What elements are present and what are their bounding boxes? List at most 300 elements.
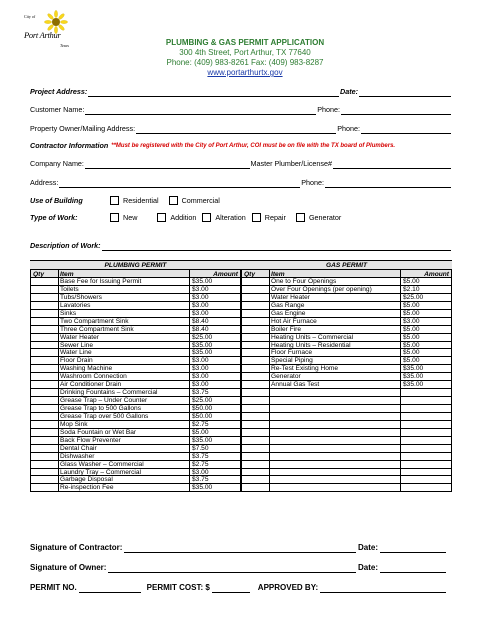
contractor-date-field[interactable] bbox=[380, 545, 446, 553]
plumbing-amount-cell: $3.00 bbox=[189, 469, 241, 476]
gas-item-cell: Re-Test Existing Home bbox=[269, 365, 400, 372]
gas-amount-cell: $5.00 bbox=[400, 349, 452, 356]
description-field[interactable] bbox=[102, 243, 451, 251]
new-option[interactable] bbox=[110, 213, 137, 223]
plumbing-item-cell: Washing Machine bbox=[58, 365, 189, 372]
gas-amount-cell bbox=[400, 421, 452, 428]
approved-by-field[interactable] bbox=[320, 585, 446, 593]
gas-row bbox=[241, 286, 452, 294]
contractor-heading-row bbox=[30, 140, 452, 151]
plumbing-qty-cell[interactable] bbox=[30, 334, 58, 341]
owner-date-label: Date: bbox=[357, 563, 378, 572]
customer-name-label: Customer Name: bbox=[30, 105, 85, 114]
permit-no-field[interactable] bbox=[79, 585, 141, 593]
gas-row bbox=[241, 429, 452, 437]
plumbing-qty-cell[interactable] bbox=[30, 405, 58, 412]
gas-amount-cell: $5.00 bbox=[400, 302, 452, 309]
gas-item-cell: Over Four Openings (per opening) bbox=[269, 286, 400, 293]
plumbing-amount-cell: $35.00 bbox=[189, 342, 241, 349]
addition-option[interactable] bbox=[157, 213, 196, 223]
plumbing-row bbox=[30, 389, 241, 397]
gas-item-cell: Special Piping bbox=[269, 357, 400, 364]
gas-amount-cell: $5.00 bbox=[400, 357, 452, 364]
plumbing-qty-cell[interactable] bbox=[30, 294, 58, 301]
owner-phone-label: Phone: bbox=[337, 124, 360, 133]
gas-amount-cell: $5.00 bbox=[400, 326, 452, 333]
city-phone-fax: Phone: (409) 983-8261 Fax: (409) 983-8287 bbox=[166, 58, 324, 67]
gas-row bbox=[241, 302, 452, 310]
gas-row bbox=[241, 294, 452, 302]
header-text bbox=[120, 38, 370, 78]
gas-item-cell: Floor Furnace bbox=[269, 349, 400, 356]
plumbing-amount-cell: $5.00 bbox=[189, 429, 241, 436]
logo-script: Port Arthur bbox=[24, 30, 61, 40]
plumbing-qty-cell[interactable] bbox=[30, 302, 58, 309]
plumbing-row bbox=[30, 318, 241, 326]
permit-no-label: PERMIT NO. bbox=[30, 583, 77, 592]
plumbing-amount-cell: $3.00 bbox=[189, 357, 241, 364]
gas-qty-cell[interactable] bbox=[241, 413, 269, 420]
gas-row bbox=[241, 405, 452, 413]
plumbing-item-header: Item bbox=[58, 270, 189, 277]
owner-date-field[interactable] bbox=[380, 565, 446, 573]
gas-qty-cell[interactable] bbox=[241, 389, 269, 396]
gas-qty-cell[interactable] bbox=[241, 342, 269, 349]
commercial-label: Commercial bbox=[181, 195, 220, 205]
plumbing-row bbox=[30, 453, 241, 461]
plumbing-permit-table bbox=[30, 269, 241, 492]
gas-row bbox=[241, 326, 452, 334]
gas-row bbox=[241, 310, 452, 318]
plumbing-amount-cell: $7.50 bbox=[189, 445, 241, 452]
gas-row bbox=[241, 357, 452, 365]
residential-option[interactable] bbox=[110, 196, 159, 206]
plumbing-item-cell: Air Conditioner Drain bbox=[58, 381, 189, 388]
plumbing-amount-cell: $35.00 bbox=[189, 278, 241, 285]
plumbing-qty-cell[interactable] bbox=[30, 373, 58, 380]
gas-amount-cell: $5.00 bbox=[400, 334, 452, 341]
city-website-link[interactable]: www.portarthurtx.gov bbox=[207, 68, 283, 77]
plumbing-qty-cell[interactable] bbox=[30, 326, 58, 333]
plumbing-amount-cell: $3.00 bbox=[189, 373, 241, 380]
plumbing-amount-header: Amount bbox=[189, 270, 241, 277]
gas-item-cell: Gas Engine bbox=[269, 310, 400, 317]
plumbing-qty-cell[interactable] bbox=[30, 381, 58, 388]
gas-amount-cell: $2.10 bbox=[400, 286, 452, 293]
plumbing-row bbox=[30, 373, 241, 381]
fee-table-columns bbox=[30, 269, 452, 492]
plumbing-row bbox=[30, 349, 241, 357]
generator-label: Generator bbox=[308, 212, 342, 222]
plumbing-amount-cell: $3.75 bbox=[189, 476, 241, 483]
customer-name-field[interactable] bbox=[85, 107, 316, 115]
gas-qty-cell[interactable] bbox=[241, 302, 269, 309]
gas-item-cell bbox=[269, 437, 400, 444]
plumbing-row bbox=[30, 294, 241, 302]
owner-row bbox=[30, 123, 452, 134]
gas-row bbox=[241, 397, 452, 405]
gas-row bbox=[241, 437, 452, 445]
plumbing-item-cell: Lavatories bbox=[58, 302, 189, 309]
gas-row bbox=[241, 453, 452, 461]
logo-city-of: City of bbox=[24, 14, 36, 19]
plumbing-qty-cell[interactable] bbox=[30, 310, 58, 317]
plumbing-item-cell: Laundry Tray – Commercial bbox=[58, 469, 189, 476]
contractor-note: **Must be registered with the City of Port Arthur, COI must be on file with the TX board of Plumbers. bbox=[111, 143, 396, 149]
plumbing-row bbox=[30, 326, 241, 334]
gas-row bbox=[241, 278, 452, 286]
plumbing-row bbox=[30, 397, 241, 405]
plumbing-amount-cell: $8.40 bbox=[189, 318, 241, 325]
gas-permit-table bbox=[241, 269, 452, 492]
gas-item-cell bbox=[269, 453, 400, 460]
use-of-building-label: Use of Building bbox=[30, 195, 83, 205]
gas-amount-header: Amount bbox=[400, 270, 452, 277]
plumbing-qty-cell[interactable] bbox=[30, 365, 58, 372]
plumbing-row bbox=[30, 302, 241, 310]
gas-row bbox=[241, 469, 452, 477]
plumbing-item-cell: Tubs/Showers bbox=[58, 294, 189, 301]
alteration-label: Alteration bbox=[215, 212, 246, 222]
new-label: New bbox=[123, 212, 138, 222]
gas-qty-cell[interactable] bbox=[241, 445, 269, 452]
plumbing-qty-cell[interactable] bbox=[30, 453, 58, 460]
project-address-label: Project Address: bbox=[30, 87, 88, 96]
plumbing-qty-cell[interactable] bbox=[30, 461, 58, 468]
plumbing-item-cell: Toilets bbox=[58, 286, 189, 293]
gas-amount-cell: $25.00 bbox=[400, 294, 452, 301]
contractor-date-label: Date: bbox=[357, 543, 378, 552]
gas-amount-cell bbox=[400, 397, 452, 404]
project-address-row bbox=[30, 86, 452, 97]
gas-row bbox=[241, 349, 452, 357]
gas-amount-cell: $35.00 bbox=[400, 381, 452, 388]
plumbing-item-cell: Re-inspection Fee bbox=[58, 484, 189, 491]
gas-row bbox=[241, 476, 452, 484]
plumbing-item-cell: Three Compartment Sink bbox=[58, 326, 189, 333]
commercial-checkbox[interactable] bbox=[169, 196, 178, 205]
gas-qty-cell[interactable] bbox=[241, 437, 269, 444]
gas-amount-cell: $5.00 bbox=[400, 310, 452, 317]
plumbing-item-cell: Back Flow Preventer bbox=[58, 437, 189, 444]
page-header bbox=[0, 0, 480, 82]
plumbing-item-cell: Grease Trap – Under Counter bbox=[58, 397, 189, 404]
type-of-work-label: Type of Work: bbox=[30, 212, 78, 222]
plumbing-item-cell: Dental Chair bbox=[58, 445, 189, 452]
plumbing-permit-heading: PLUMBING PERMIT bbox=[104, 262, 167, 269]
plumbing-item-cell: Drinking Fountains – Commercial bbox=[58, 389, 189, 396]
plumbing-row bbox=[30, 484, 241, 492]
plumbing-amount-cell: $2.75 bbox=[189, 461, 241, 468]
addition-label: Addition bbox=[170, 212, 197, 222]
plumbing-qty-header: Qty bbox=[30, 270, 58, 277]
plumbing-qty-cell[interactable] bbox=[30, 342, 58, 349]
company-row bbox=[30, 158, 452, 169]
gas-qty-cell[interactable] bbox=[241, 326, 269, 333]
plumbing-qty-cell[interactable] bbox=[30, 476, 58, 483]
gas-qty-cell[interactable] bbox=[241, 334, 269, 341]
gas-item-cell bbox=[269, 469, 400, 476]
contractor-phone-field[interactable] bbox=[325, 180, 451, 188]
owner-signature-label: Signature of Owner: bbox=[30, 563, 107, 572]
plumbing-row bbox=[30, 461, 241, 469]
gas-qty-cell[interactable] bbox=[241, 318, 269, 325]
gas-amount-cell bbox=[400, 469, 452, 476]
plumbing-row bbox=[30, 437, 241, 445]
gas-qty-cell[interactable] bbox=[241, 429, 269, 436]
plumbing-qty-cell[interactable] bbox=[30, 469, 58, 476]
gas-row bbox=[241, 445, 452, 453]
gas-amount-cell: $5.00 bbox=[400, 278, 452, 285]
gas-item-cell bbox=[269, 397, 400, 404]
city-address: 300 4th Street, Port Arthur, TX 77640 bbox=[179, 48, 311, 57]
plumbing-item-cell: Dishwasher bbox=[58, 453, 189, 460]
gas-amount-cell bbox=[400, 476, 452, 483]
gas-amount-cell bbox=[400, 453, 452, 460]
gas-item-cell: Generator bbox=[269, 373, 400, 380]
contractor-signature-label: Signature of Contractor: bbox=[30, 543, 123, 552]
plumbing-amount-cell: $50.00 bbox=[189, 413, 241, 420]
contractor-address-field[interactable] bbox=[59, 180, 300, 188]
gas-qty-cell[interactable] bbox=[241, 294, 269, 301]
permit-cost-field[interactable] bbox=[212, 585, 250, 593]
plumbing-amount-cell: $25.00 bbox=[189, 397, 241, 404]
plumbing-row bbox=[30, 445, 241, 453]
alteration-checkbox[interactable] bbox=[202, 213, 211, 222]
plumbing-item-cell: Base Fee for Issuing Permit bbox=[58, 278, 189, 285]
generator-option[interactable] bbox=[296, 213, 341, 223]
date-field[interactable] bbox=[359, 89, 451, 97]
permit-row bbox=[30, 582, 448, 593]
gas-amount-cell bbox=[400, 413, 452, 420]
gas-qty-cell[interactable] bbox=[241, 469, 269, 476]
approved-by-label: APPROVED BY: bbox=[257, 583, 319, 592]
gas-amount-cell: $35.00 bbox=[400, 373, 452, 380]
plumbing-amount-cell: $3.00 bbox=[189, 286, 241, 293]
plumbing-row bbox=[30, 278, 241, 286]
gas-item-cell: Water Heater bbox=[269, 294, 400, 301]
gas-amount-cell bbox=[400, 445, 452, 452]
gas-item-cell bbox=[269, 389, 400, 396]
plumbing-amount-cell: $50.00 bbox=[189, 405, 241, 412]
gas-amount-cell: $35.00 bbox=[400, 365, 452, 372]
gas-qty-cell[interactable] bbox=[241, 381, 269, 388]
plumbing-amount-cell: $3.75 bbox=[189, 453, 241, 460]
customer-row bbox=[30, 104, 452, 115]
gas-item-cell bbox=[269, 413, 400, 420]
plumbing-item-cell: Glass Washer – Commercial bbox=[58, 461, 189, 468]
plumbing-qty-cell[interactable] bbox=[30, 318, 58, 325]
plumbing-amount-cell: $35.00 bbox=[189, 349, 241, 356]
plumbing-qty-cell[interactable] bbox=[30, 286, 58, 293]
gas-item-cell: Hot Air Furnace bbox=[269, 318, 400, 325]
company-name-label: Company Name: bbox=[30, 159, 84, 168]
use-of-building-row bbox=[30, 195, 230, 206]
plumbing-qty-cell[interactable] bbox=[30, 437, 58, 444]
gas-qty-cell[interactable] bbox=[241, 373, 269, 380]
contractor-phone-label: Phone: bbox=[301, 178, 324, 187]
plumbing-amount-cell: $25.00 bbox=[189, 334, 241, 341]
gas-amount-cell: $5.00 bbox=[400, 342, 452, 349]
addition-checkbox[interactable] bbox=[157, 213, 166, 222]
plumbing-qty-cell[interactable] bbox=[30, 278, 58, 285]
plumbing-item-cell: Mop Sink bbox=[58, 421, 189, 428]
alteration-option[interactable] bbox=[202, 213, 245, 223]
city-logo bbox=[22, 10, 80, 52]
company-name-field[interactable] bbox=[85, 161, 250, 169]
plumbing-item-cell: Washroom Connection bbox=[58, 373, 189, 380]
repair-label: Repair bbox=[264, 212, 286, 222]
gas-header-row bbox=[241, 269, 452, 278]
plumbing-amount-cell: $3.00 bbox=[189, 381, 241, 388]
gas-qty-cell[interactable] bbox=[241, 397, 269, 404]
gas-row bbox=[241, 413, 452, 421]
residential-checkbox[interactable] bbox=[110, 196, 119, 205]
gas-item-cell: One to Four Openings bbox=[269, 278, 400, 285]
gas-permit-heading: GAS PERMIT bbox=[325, 262, 368, 269]
plumbing-amount-cell: $2.75 bbox=[189, 421, 241, 428]
owner-signature-field[interactable] bbox=[108, 565, 356, 573]
plumbing-row bbox=[30, 342, 241, 350]
permit-cost-label: PERMIT COST: $ bbox=[146, 583, 210, 592]
plumbing-item-cell: Sinks bbox=[58, 310, 189, 317]
gas-row bbox=[241, 318, 452, 326]
gas-qty-cell[interactable] bbox=[241, 365, 269, 372]
gas-row bbox=[241, 373, 452, 381]
gas-qty-cell[interactable] bbox=[241, 286, 269, 293]
gas-row bbox=[241, 334, 452, 342]
plumbing-amount-cell: $3.00 bbox=[189, 365, 241, 372]
gas-row bbox=[241, 461, 452, 469]
gas-item-cell: Heating Units – Commercial bbox=[269, 334, 400, 341]
plumbing-qty-cell[interactable] bbox=[30, 421, 58, 428]
plumbing-qty-cell[interactable] bbox=[30, 445, 58, 452]
gas-item-cell: Heating Units – Residential bbox=[269, 342, 400, 349]
gas-item-cell: Gas Range bbox=[269, 302, 400, 309]
gas-amount-cell bbox=[400, 389, 452, 396]
gas-amount-cell: $3.00 bbox=[400, 318, 452, 325]
gas-row bbox=[241, 421, 452, 429]
plumbing-row bbox=[30, 381, 241, 389]
gas-item-cell bbox=[269, 484, 400, 491]
plumbing-item-cell: Garbage Disposal bbox=[58, 476, 189, 483]
gas-item-cell: Annual Gas Test bbox=[269, 381, 400, 388]
gas-qty-cell[interactable] bbox=[241, 461, 269, 468]
plumbing-row bbox=[30, 357, 241, 365]
gas-qty-cell[interactable] bbox=[241, 278, 269, 285]
gas-item-cell bbox=[269, 445, 400, 452]
gas-row bbox=[241, 381, 452, 389]
new-checkbox[interactable] bbox=[110, 213, 119, 222]
repair-checkbox[interactable] bbox=[252, 213, 261, 222]
form-title: PLUMBING & GAS PERMIT APPLICATION bbox=[165, 38, 325, 47]
plumbing-qty-cell[interactable] bbox=[30, 429, 58, 436]
plumbing-qty-cell[interactable] bbox=[30, 397, 58, 404]
gas-item-cell bbox=[269, 429, 400, 436]
gas-item-cell bbox=[269, 405, 400, 412]
plumbing-item-cell: Grease Trap to 500 Gallons bbox=[58, 405, 189, 412]
gas-item-cell bbox=[269, 476, 400, 483]
plumbing-row bbox=[30, 405, 241, 413]
gas-qty-cell[interactable] bbox=[241, 310, 269, 317]
plumbing-item-cell: Soda Fountain or Wet Bar bbox=[58, 429, 189, 436]
owner-address-label: Property Owner/Mailing Address: bbox=[30, 124, 136, 133]
description-row bbox=[30, 240, 452, 251]
gas-qty-cell[interactable] bbox=[241, 484, 269, 491]
plumbing-item-cell: Floor Drain bbox=[58, 357, 189, 364]
gas-qty-cell[interactable] bbox=[241, 421, 269, 428]
gas-row bbox=[241, 365, 452, 373]
owner-address-field[interactable] bbox=[136, 126, 336, 134]
plumbing-qty-cell[interactable] bbox=[30, 349, 58, 356]
plumbing-qty-cell[interactable] bbox=[30, 389, 58, 396]
plumbing-header-row bbox=[30, 269, 241, 278]
license-field[interactable] bbox=[333, 161, 451, 169]
commercial-option[interactable] bbox=[169, 196, 220, 206]
plumbing-amount-cell: $8.40 bbox=[189, 326, 241, 333]
owner-phone-field[interactable] bbox=[361, 126, 451, 134]
customer-phone-field[interactable] bbox=[341, 107, 451, 115]
plumbing-row bbox=[30, 421, 241, 429]
plumbing-item-cell: Sewer Line bbox=[58, 342, 189, 349]
repair-option[interactable] bbox=[252, 213, 286, 223]
gas-qty-cell[interactable] bbox=[241, 405, 269, 412]
plumbing-qty-cell[interactable] bbox=[30, 413, 58, 420]
project-address-field[interactable] bbox=[88, 89, 339, 97]
gas-qty-cell[interactable] bbox=[241, 453, 269, 460]
fee-table-section-headers bbox=[30, 260, 452, 269]
customer-phone-label: Phone: bbox=[317, 105, 340, 114]
gas-qty-cell[interactable] bbox=[241, 357, 269, 364]
plumbing-qty-cell[interactable] bbox=[30, 484, 58, 491]
plumbing-amount-cell: $3.00 bbox=[189, 310, 241, 317]
contractor-address-label: Address: bbox=[30, 178, 59, 187]
gas-item-cell: Boiler Fire bbox=[269, 326, 400, 333]
gas-amount-cell bbox=[400, 429, 452, 436]
plumbing-item-cell: Two Compartment Sink bbox=[58, 318, 189, 325]
plumbing-row bbox=[30, 469, 241, 477]
gas-qty-cell[interactable] bbox=[241, 476, 269, 483]
plumbing-row bbox=[30, 365, 241, 373]
gas-qty-cell[interactable] bbox=[241, 349, 269, 356]
gas-row bbox=[241, 484, 452, 492]
plumbing-row bbox=[30, 286, 241, 294]
plumbing-amount-cell: $3.75 bbox=[189, 389, 241, 396]
gas-row bbox=[241, 389, 452, 397]
gas-amount-cell bbox=[400, 437, 452, 444]
gas-item-cell bbox=[269, 461, 400, 468]
plumbing-qty-cell[interactable] bbox=[30, 357, 58, 364]
plumbing-item-cell: Water Line bbox=[58, 349, 189, 356]
contractor-signature-row bbox=[30, 542, 448, 553]
residential-label: Residential bbox=[123, 195, 159, 205]
contractor-signature-field[interactable] bbox=[124, 545, 356, 553]
gas-qty-header: Qty bbox=[241, 270, 269, 277]
gas-amount-cell bbox=[400, 484, 452, 491]
plumbing-row bbox=[30, 413, 241, 421]
contractor-address-row bbox=[30, 177, 452, 188]
generator-checkbox[interactable] bbox=[296, 213, 305, 222]
type-of-work-row bbox=[30, 212, 351, 223]
gas-row bbox=[241, 342, 452, 350]
plumbing-row bbox=[30, 334, 241, 342]
fee-table bbox=[30, 260, 452, 492]
plumbing-amount-cell: $3.00 bbox=[189, 302, 241, 309]
gas-amount-cell bbox=[400, 405, 452, 412]
contractor-heading: Contractor Information bbox=[30, 141, 109, 150]
gas-item-cell bbox=[269, 421, 400, 428]
plumbing-item-cell: Grease Trap over 500 Gallons bbox=[58, 413, 189, 420]
